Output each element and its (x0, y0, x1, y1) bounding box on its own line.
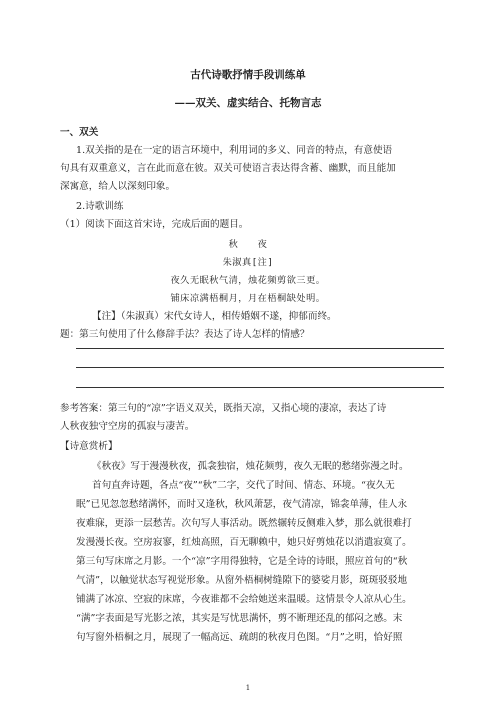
poem-note: 【注】（朱淑真）宋代女诗人，相传婚姻不遂，抑郁而终。 (92, 311, 337, 322)
poem-line: 铺床凉满梧桐月，月在梧桐缺处明。 (170, 293, 326, 304)
answer-line (76, 348, 444, 349)
answer-line (76, 387, 444, 388)
appreciation-line: 眠”已见忽忽愁绪满怀，而时又逢秋，秋风萧瑟，夜气清凉，锦衾单薄，佳人永 (76, 499, 408, 510)
document-title: 古代诗歌抒情手段训练单 (190, 69, 306, 81)
poem-title: 秋 夜 (228, 239, 268, 250)
section-heading: 一、双关 (60, 127, 99, 138)
appreciation-line: 《秋夜》写于漫漫秋夜，孤衾独宿，烛花频剪，夜久无眠的愁绪弥漫之时。 (92, 461, 409, 472)
appreciation-line: 夜难寐，更添一层愁苦。次句写人事活动。既然辗转反侧难入梦，那么就很难打 (76, 518, 412, 529)
intro-line: 深寓意，给人以深刻印象。 (60, 181, 176, 192)
appreciation-line: 发漫漫长夜。空房寂寥，红烛高照，百无聊赖中，她只好剪烛花以消遣寂寞了。 (76, 537, 412, 548)
appreciation-line: “满”字表面是写光影之浓，其实是写忧思满怀，剪不断理还乱的郁闷之感。末 (76, 613, 403, 624)
answer-text: 参考答案：第三句的“凉”字语义双关，既指天凉，又指心境的凄凉，表达了诗 (60, 403, 387, 414)
appreciation-line: 句写窗外梧桐之月，展现了一幅高远、疏朗的秋夜月色图。“月”之明，恰好照 (76, 632, 403, 643)
appreciation-heading: 【诗意赏析】 (60, 441, 118, 452)
poem-author: 朱淑真[注] (222, 257, 274, 268)
question-intro: （1）阅读下面这首宋诗，完成后面的题目。 (60, 219, 249, 230)
answer-text: 人秋夜独守空房的孤寂与凄苦。 (60, 421, 195, 432)
answer-line (76, 367, 444, 368)
intro-line: 1.双关指的是在一定的语言环境中，利用词的多义、同音的特点，有意使语 (76, 145, 393, 156)
page-number: 1 (245, 684, 251, 692)
appreciation-line: 首句直奔诗题，各点“夜”“秋”二字，交代了时间、情态、环境。“夜久无 (92, 480, 395, 491)
question: 题：第三句使用了什么修辞手法？表达了诗人怎样的情感？ (60, 329, 310, 340)
appreciation-line: 铺满了冰凉、空寂的床席，今夜谁都不会给她送来温暖。这情景令人凉从心生。 (76, 594, 412, 605)
appreciation-line: 第三句写床席之月影。一个“凉”字用得独特，它是全诗的诗眼，照应首句的“秋 (76, 556, 408, 567)
poem-line: 夜久无眠秋气清，烛花频剪欲三更。 (170, 275, 326, 286)
practice-heading: 2.诗歌训练 (76, 201, 124, 212)
document-subtitle: ——双关、虚实结合、托物言志 (174, 97, 322, 109)
appreciation-line: 气清”，以触觉状态写视觉形象。从窗外梧桐树缝隙下的婆娑月影，斑斑驳驳地 (76, 575, 408, 586)
intro-line: 句具有双重意义，言在此而意在彼。双关可使语言表达得含蓄、幽默，而且能加 (60, 163, 396, 174)
